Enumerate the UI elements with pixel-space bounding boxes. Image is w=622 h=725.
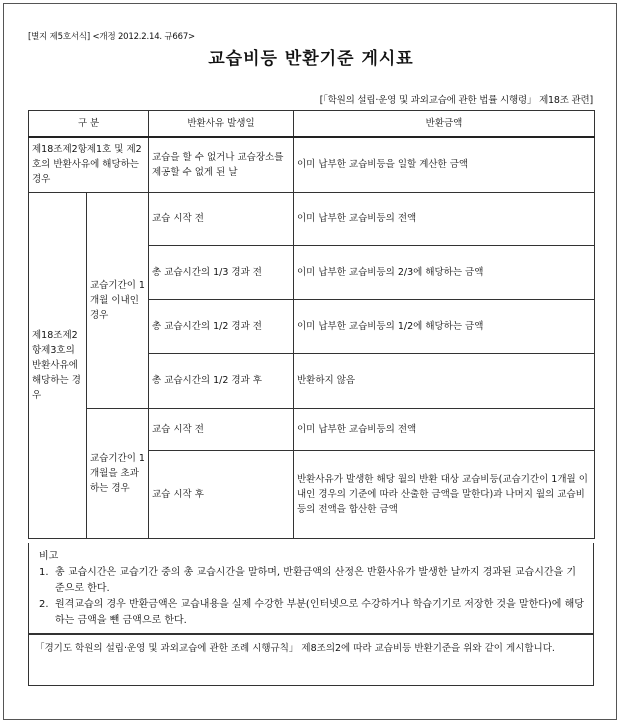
notes-heading: 비고 [39,551,59,562]
header-occurrence: 반환사유 발생일 [149,111,294,138]
row1-amount: 이미 납부한 교습비등을 일할 계산한 금액 [294,137,595,192]
footer-statement: 「경기도 학원의 설립·운영 및 과외교습에 관한 조례 시행규칙」 제8조의2에 따라 교습비등 반환기준을 위와 같이 게시합니다. [28,634,594,686]
note-number: 1. [39,567,49,578]
note-text: 총 교습시간은 교습기간 중의 총 교습시간을 말하며, 반환금액의 산정은 반환사유가 발생한 날까지 경과된 교습시간을 기준으로 한다. [55,567,577,594]
amount-cell: 반환하지 않음 [294,353,595,408]
occurrence-cell: 총 교습시간의 1/2 경과 전 [149,299,294,353]
under-month-label: 교습기간이 1개월 이내인 경우 [87,192,149,408]
legal-reference: [「학원의 설립·운영 및 과외교습에 관한 법률 시행령」 제18조 관련] [319,95,593,106]
page-title: 교습비등 반환기준 게시표 [208,49,414,69]
row1-occurrence: 교습을 할 수 없거나 교습장소를 제공할 수 없게 된 날 [149,137,294,192]
table-header-row [29,111,595,138]
occurrence-cell: 교습 시작 전 [149,408,294,450]
note-number: 2. [39,599,49,610]
row1-category: 제18조제2항제1호 및 제2호의 반환사유에 해당하는 경우 [29,137,149,192]
form-number: [별지 제5호서식] <개정 2012.2.14. 규667> [28,32,195,42]
note-item [39,597,585,629]
occurrence-cell: 교습 시작 후 [149,450,294,538]
amount-cell: 이미 납부한 교습비등의 전액 [294,192,595,245]
table-row [29,192,595,245]
amount-cell: 이미 납부한 교습비등의 전액 [294,408,595,450]
table-row [29,137,595,192]
over-month-label: 교습기간이 1개월을 초과하는 경우 [87,408,149,538]
occurrence-cell: 총 교습시간의 1/2 경과 후 [149,353,294,408]
occurrence-cell: 교습 시작 전 [149,192,294,245]
header-category: 구 분 [29,111,149,138]
amount-cell: 이미 납부한 교습비등의 1/2에 해당하는 금액 [294,299,595,353]
header-amount: 반환금액 [294,111,595,138]
amount-cell: 반환사유가 발생한 해당 월의 반환 대상 교습비등(교습기간이 1개월 이내인 경우의 기준에 따라 산출한 금액을 말한다)과 나머지 월의 교습비등의 전액을 합산한 금액 [294,450,595,538]
amount-cell: 이미 납부한 교습비등의 2/3에 해당하는 금액 [294,245,595,299]
note-text: 원격교습의 경우 반환금액은 교습내용을 실제 수강한 부분(인터넷으로 수강하거나 학습기기로 저장한 것을 말한다)에 해당하는 금액을 뺀 금액으로 한다. [55,599,584,626]
group-category: 제18조제2항제3호의 반환사유에 해당하는 경우 [29,192,87,538]
occurrence-cell: 총 교습시간의 1/3 경과 전 [149,245,294,299]
note-item [39,565,585,597]
table-row [29,408,595,450]
refund-table [28,110,595,539]
notes-box [28,543,594,634]
